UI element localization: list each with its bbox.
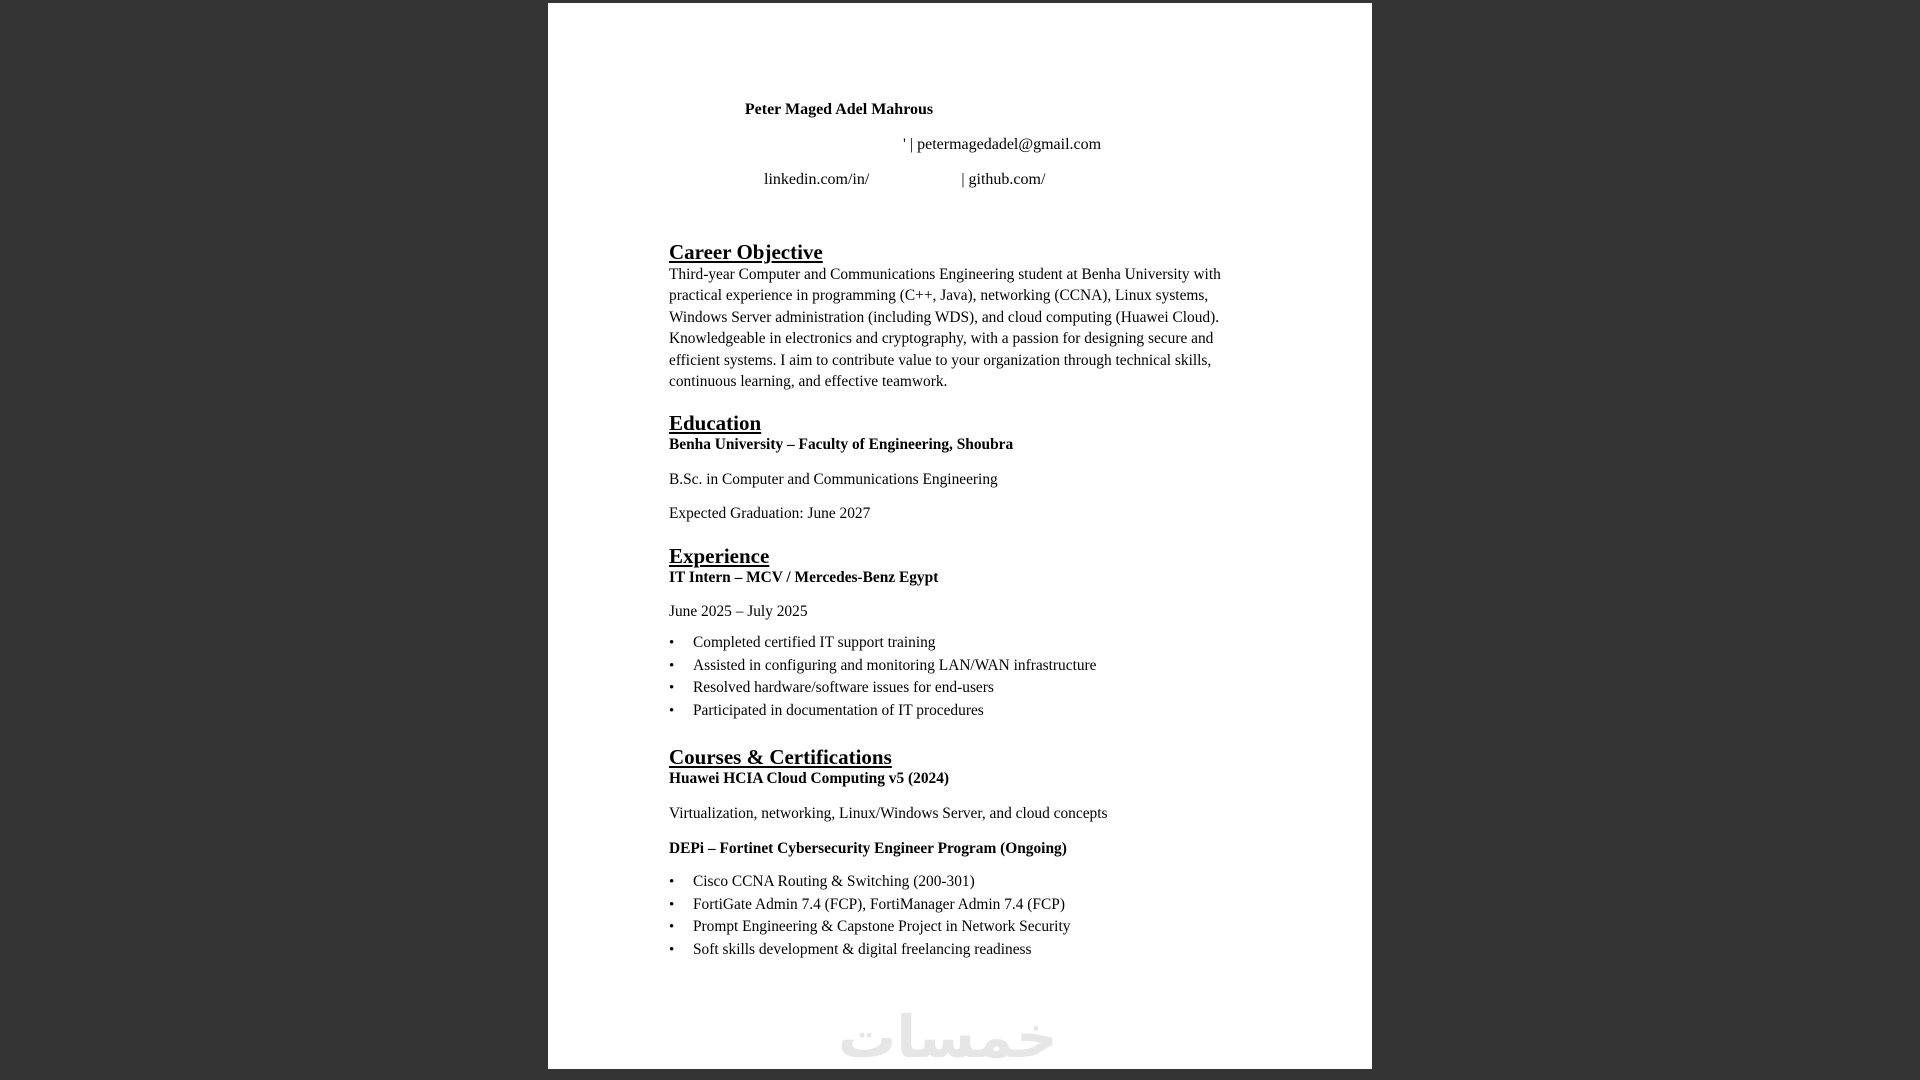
career-objective-text: Third-year Computer and Communications Engineering student at Benha University with practical experience in programming (C++, Java), networking (CCNA), Linux systems, Windows Server administration (including WDS), and cloud computing (Huawei Cloud). Knowledgeable in electronics and cryptography, with a passion for designing secure and efficient systems. I aim to contribute value to your organization through technical skills, continuous learning, and effective teamwork. (669, 266, 1221, 391)
career-objective-section (669, 240, 1269, 392)
list-item: • FortiGate Admin 7.4 (FCP), FortiManager Admin 7.4 (FCP) (669, 894, 1269, 917)
github-link[interactable]: | github.com/ (961, 171, 1046, 188)
section-heading: Education (669, 411, 762, 435)
section-heading: Courses & Certifications (669, 745, 892, 769)
contact-email-line: ' | petermagedadel@gmail.com (903, 136, 1102, 153)
contact-links-line (764, 171, 1045, 189)
cert-description: Virtualization, networking, Linux/Windows Server, and cloud concepts (669, 805, 1108, 822)
section-heading: Career Objective (669, 240, 823, 264)
list-item: • Resolved hardware/software issues for end-users (669, 677, 1269, 700)
watermark-logo: خمسات (838, 1003, 1058, 1071)
list-item: • Cisco CCNA Routing & Switching (200-301) (669, 871, 1269, 894)
resume-name: Peter Maged Adel Mahrous (744, 101, 934, 118)
cert-title: Huawei HCIA Cloud Computing v5 (2024) (669, 770, 950, 787)
education-section (669, 411, 1269, 524)
education-degree: B.Sc. in Computer and Communications Engineering (669, 471, 998, 488)
experience-section (669, 544, 1269, 722)
courses-section (669, 745, 1269, 961)
section-heading: Experience (669, 544, 770, 568)
education-institution: Benha University – Faculty of Engineering, Shoubra (669, 436, 1014, 453)
list-item: • Assisted in configuring and monitoring LAN/WAN infrastructure (669, 655, 1269, 678)
education-graduation: Expected Graduation: June 2027 (669, 505, 871, 522)
list-item: • Soft skills development & digital freelancing readiness (669, 939, 1269, 962)
cert-title: DEPi – Fortinet Cybersecurity Engineer Program (Ongoing) (669, 840, 1067, 857)
experience-bullet-list (669, 632, 1269, 722)
list-item: • Participated in documentation of IT procedures (669, 700, 1269, 723)
experience-title: IT Intern – MCV / Mercedes-Benz Egypt (669, 569, 939, 586)
document-page (548, 3, 1372, 1069)
list-item: • Prompt Engineering & Capstone Project in Network Security (669, 916, 1269, 939)
experience-dates: June 2025 – July 2025 (669, 603, 808, 620)
courses-bullet-list (669, 871, 1269, 961)
list-item: • Completed certified IT support training (669, 632, 1269, 655)
linkedin-link[interactable]: linkedin.com/in/ (764, 171, 870, 188)
